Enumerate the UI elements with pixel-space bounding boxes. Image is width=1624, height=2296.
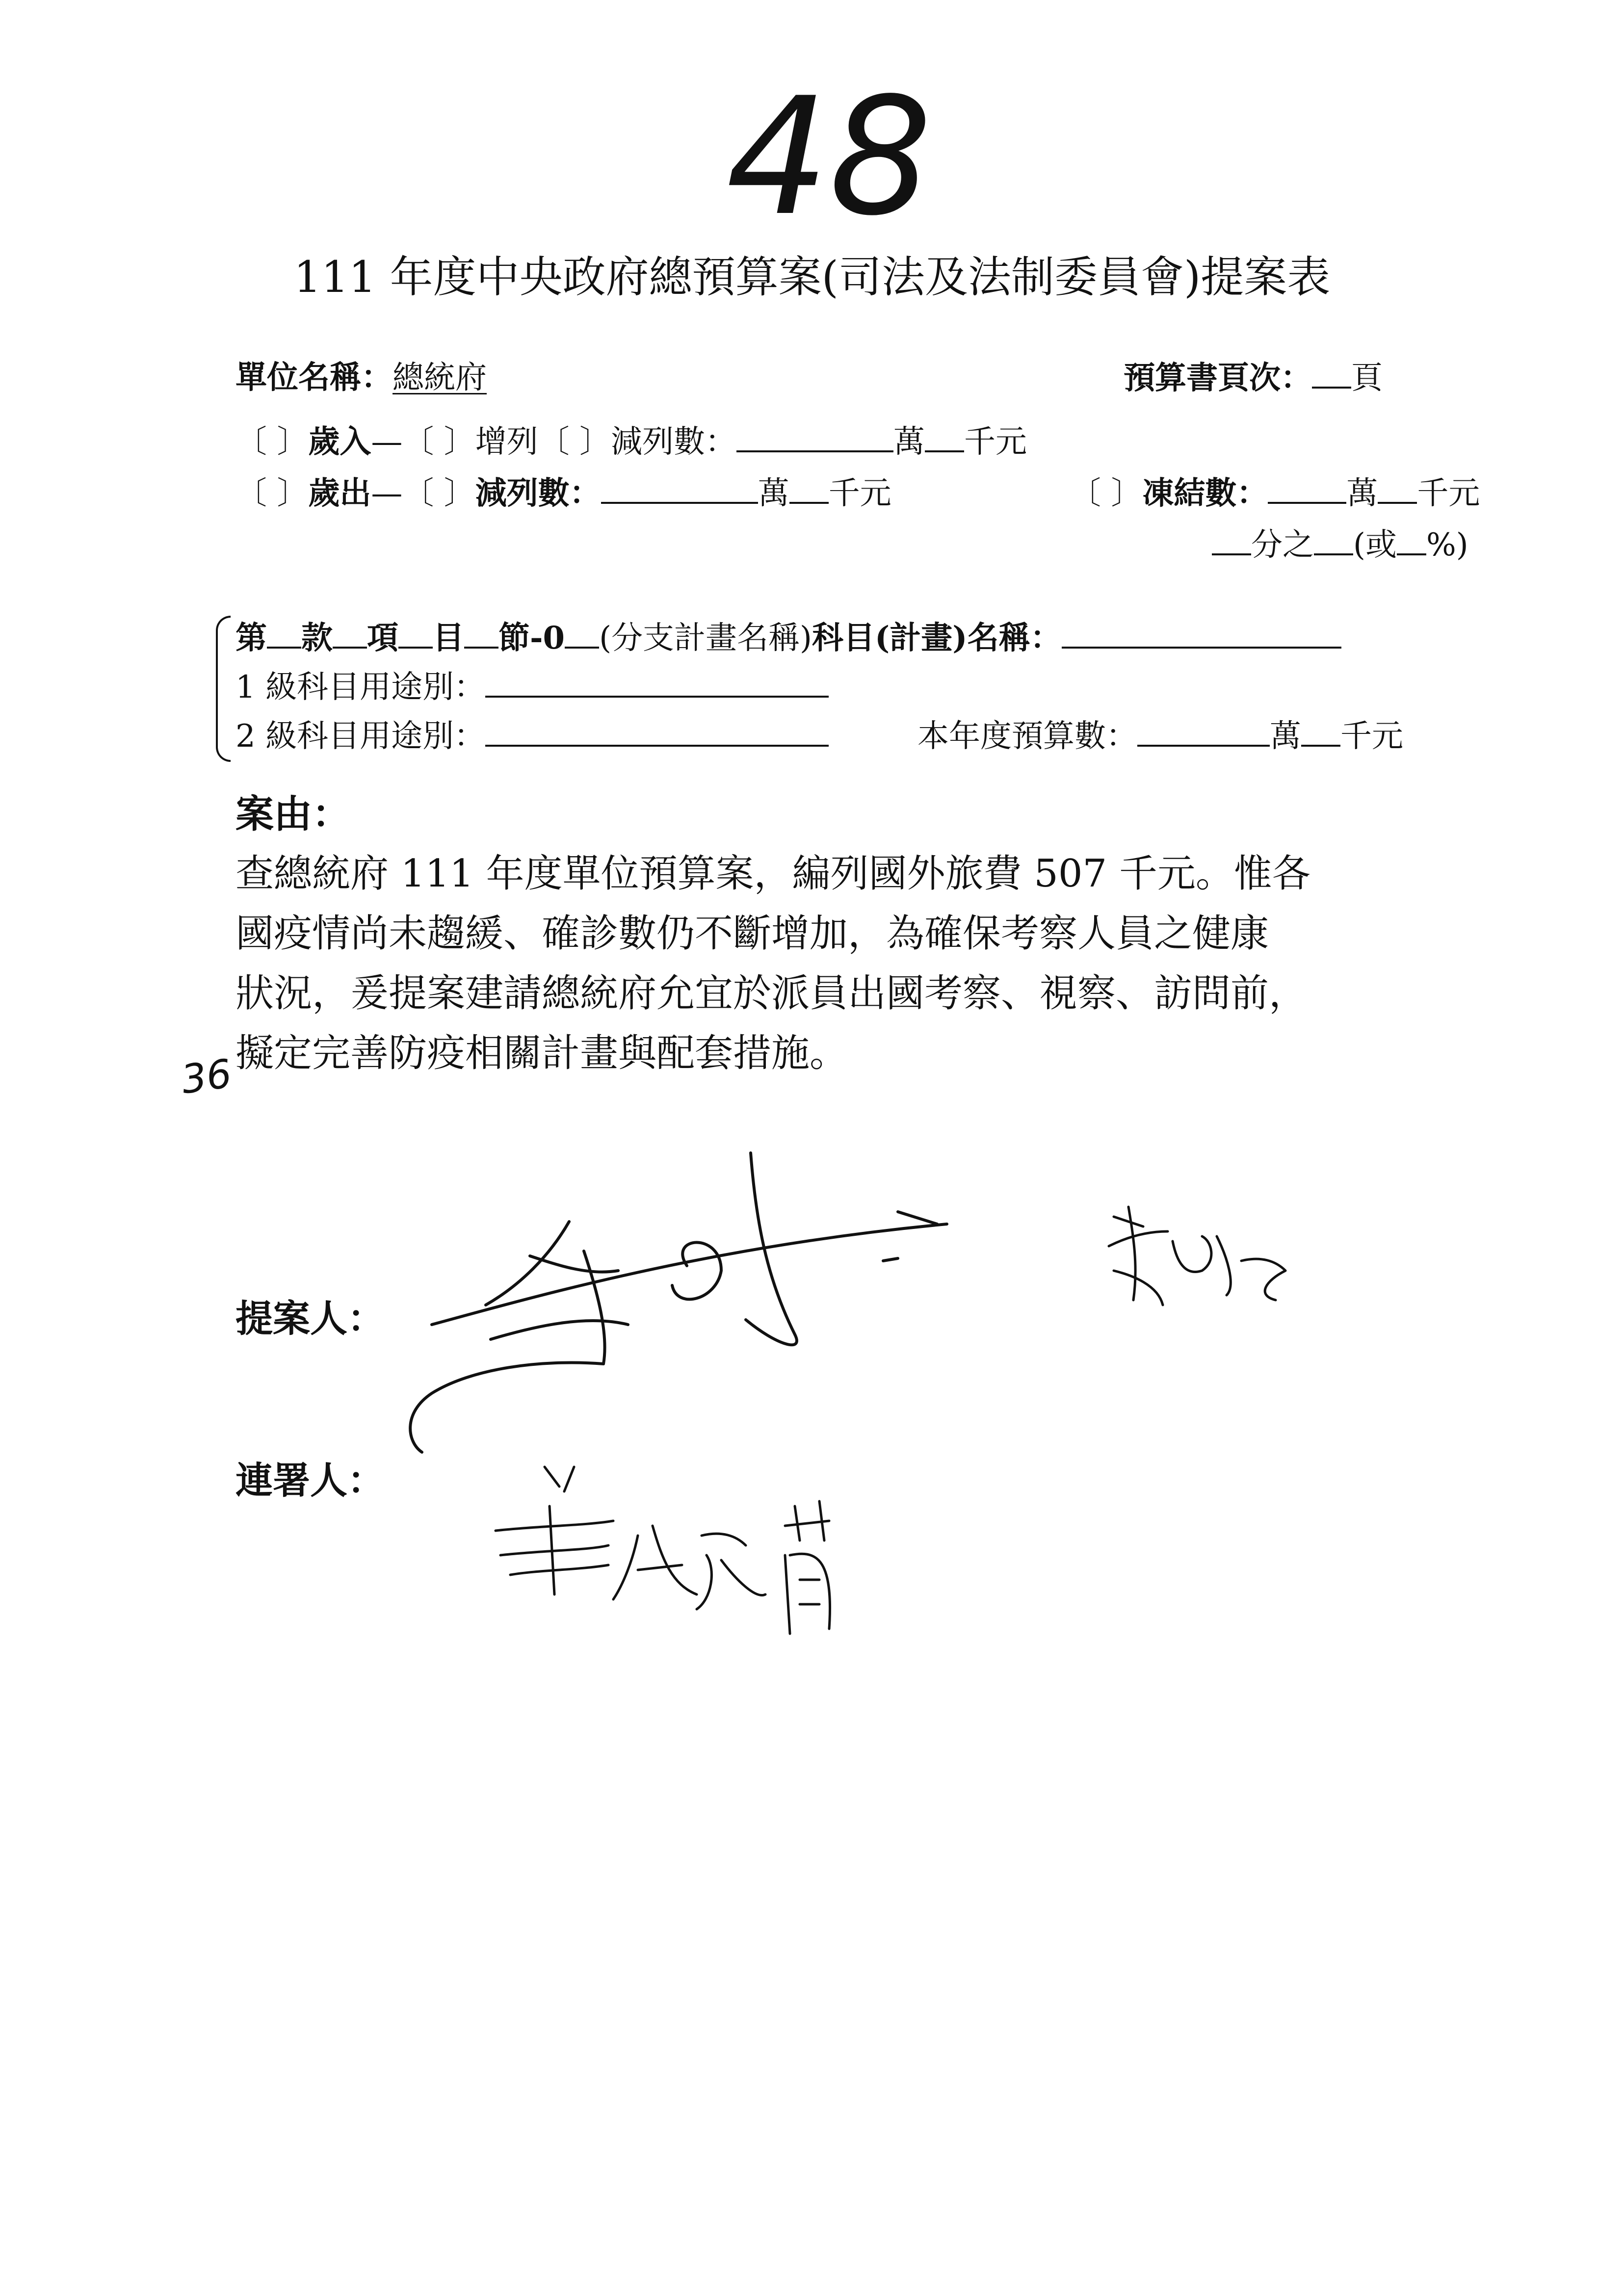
freeze-bracket: 〔 〕: [1070, 475, 1143, 512]
section-kuan: 款: [301, 620, 333, 656]
unit-label: 單位名稱：: [236, 359, 393, 396]
section-di: 第: [236, 620, 267, 656]
budget-qian: 千元: [1340, 718, 1403, 755]
expenditure-wan: 萬: [758, 475, 789, 512]
second-signature: [1109, 1207, 1285, 1305]
level1-label: 1 級科目用途別：: [236, 669, 486, 705]
expenditure-qian: 千元: [828, 475, 891, 512]
form-title: 111 年度中央政府總預算案(司法及法制委員會)提案表: [293, 252, 1331, 302]
section-jie: 節-0: [498, 620, 565, 656]
fraction-or: (或: [1353, 527, 1397, 563]
budget-wan: 萬: [1270, 718, 1301, 755]
proposer-signature: [410, 1153, 947, 1452]
budget-label: 本年度預算數：: [917, 718, 1137, 755]
expenditure-decrease: 減列數：: [475, 475, 601, 512]
expenditure-dash: —: [371, 475, 403, 512]
page-ref-label: 預算書頁次：: [1124, 360, 1312, 396]
cosigner-signature: [496, 1467, 830, 1634]
freeze-wan: 萬: [1346, 475, 1378, 512]
revenue-decrease: 〔 〕減列數：: [538, 424, 737, 460]
expenditure-bracket: 〔 〕: [236, 475, 309, 512]
expenditure-label: 歲出: [308, 475, 371, 512]
freeze-label: 凍結數：: [1142, 475, 1268, 512]
handwritten-page-number: 48: [726, 63, 932, 251]
fraction-text: 分之: [1251, 527, 1314, 563]
revenue-qian: 千元: [964, 424, 1027, 460]
fraction-pct: %): [1426, 527, 1468, 563]
reason-line: 擬定完善防疫相關計畫與配套措施。: [236, 1031, 848, 1075]
reason-line: 狀況，爰提案建請總統府允宜於派員出國考察、視察、訪問前，: [236, 971, 1308, 1016]
section-xiang: 項: [367, 620, 398, 656]
page-ref-suffix: 頁: [1351, 360, 1383, 396]
section-mu: 目: [433, 620, 464, 656]
proposer-label: 提案人：: [236, 1297, 385, 1340]
reason-line: 查總統府 111 年度單位預算案，編列國外旅費 507 千元。惟各: [236, 852, 1310, 896]
revenue-bracket: 〔 〕: [236, 424, 309, 460]
cosigner-label: 連署人：: [236, 1459, 385, 1502]
level2-label: 2 級科目用途別：: [236, 718, 486, 755]
section-subject: 科目(計畫)名稱：: [812, 620, 1062, 656]
expenditure-dec-bracket: 〔 〕: [402, 475, 475, 512]
reason-heading: 案由：: [236, 792, 351, 836]
freeze-qian: 千元: [1417, 475, 1480, 512]
revenue-wan: 萬: [893, 424, 925, 460]
reason-line: 國疫情尚未趨緩、確診數仍不斷增加，為確保考察人員之健康: [236, 912, 1269, 956]
revenue-label: 歲入: [308, 423, 371, 460]
revenue-increase: 〔 〕增列: [402, 424, 538, 460]
unit-value: 總統府: [393, 360, 487, 396]
section-branch: (分支計畫名稱): [599, 620, 812, 656]
handwritten-margin-number: 36: [178, 1050, 235, 1103]
revenue-dash: —: [371, 424, 403, 460]
